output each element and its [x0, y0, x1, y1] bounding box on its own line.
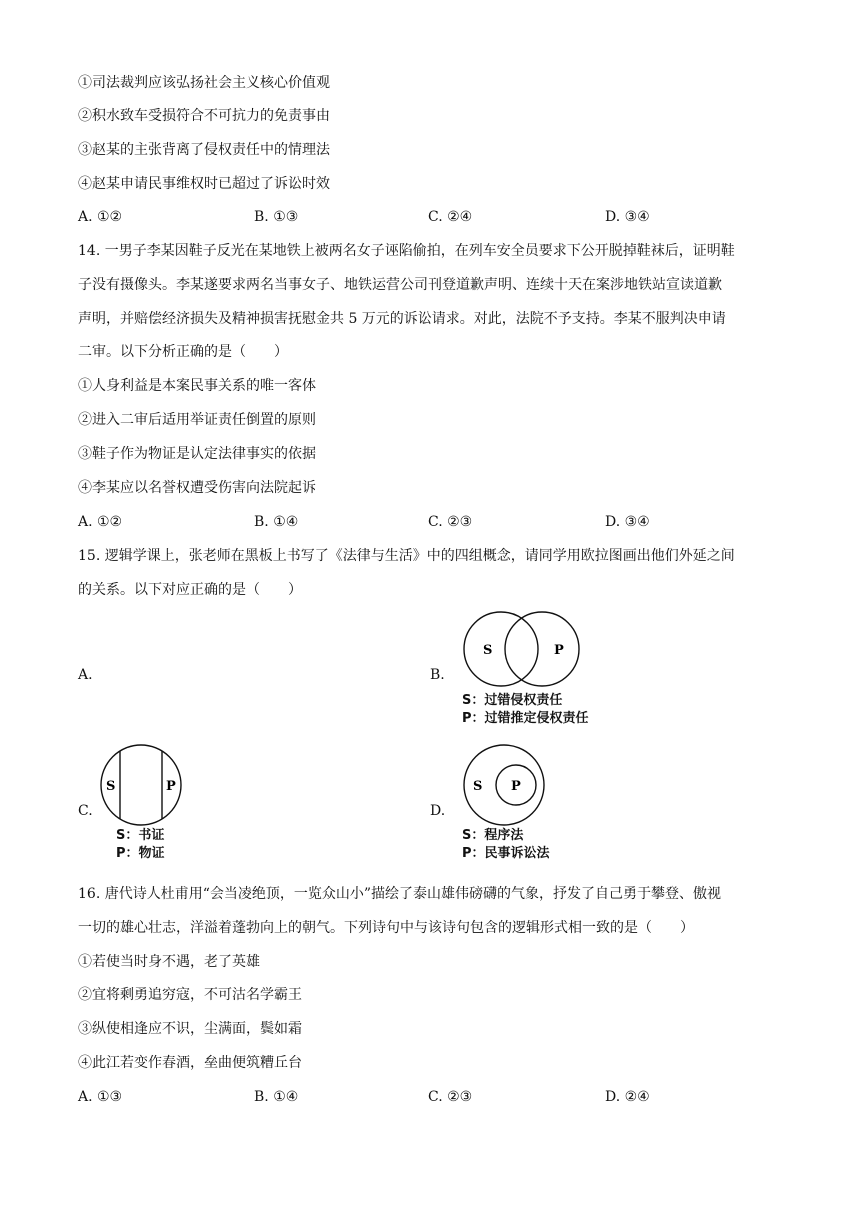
- q15-option-d-label[interactable]: D.: [430, 803, 446, 819]
- label-s: S: [483, 643, 493, 658]
- q16-options: [78, 1088, 778, 1106]
- q16-statement-3: ③纵使相逢应不识，尘满面，鬓如霜: [78, 1021, 302, 1037]
- q15-b-legend-p: P：过错推定侵权责任: [462, 711, 589, 726]
- q15-c-legend-s: S：书证: [116, 828, 165, 843]
- q16-option-d[interactable]: D. ②④: [605, 1089, 650, 1105]
- q14-stem-line-4: 二审。以下分析正确的是（ ）: [78, 344, 288, 360]
- q14-stem-line-3: 声明，并赔偿经济损失及精神损害抚慰金共 5 万元的诉讼请求。对此，法院不予支持。李某不服判决申请: [78, 311, 726, 327]
- euler-diagram-c: [98, 745, 188, 825]
- q16-stem-line-2: 一切的雄心壮志，洋溢着蓬勃向上的朝气。下列诗句中与该诗句包含的逻辑形式相一致的是（ ）: [78, 920, 694, 936]
- q13-option-c[interactable]: C. ②④: [428, 209, 473, 225]
- label-s: S: [473, 779, 483, 794]
- euler-diagram-b: [462, 610, 582, 690]
- q16-option-c[interactable]: C. ②③: [428, 1089, 473, 1105]
- label-p: P: [554, 643, 564, 658]
- label-p: P: [166, 779, 176, 794]
- label-s: S: [106, 779, 116, 794]
- q15-d-legend-s: S：程序法: [462, 828, 524, 843]
- q16-option-a[interactable]: A. ①③: [78, 1089, 123, 1105]
- q14-option-a[interactable]: A. ①②: [78, 514, 123, 530]
- q13-options: [78, 208, 778, 226]
- euler-diagram-d: [462, 745, 552, 825]
- circle-s: [464, 612, 538, 686]
- q15-d-legend-p: P：民事诉讼法: [462, 846, 550, 861]
- q14-option-d[interactable]: D. ③④: [605, 514, 650, 530]
- q14-options: [78, 513, 778, 531]
- q13-statement-2: ②积水致车受损符合不可抗力的免责事由: [78, 108, 330, 124]
- q15-option-a-label[interactable]: A.: [78, 667, 93, 683]
- q16-statement-2: ②宜将剩勇追穷寇，不可沽名学霸王: [78, 987, 302, 1003]
- q13-option-a[interactable]: A. ①②: [78, 209, 123, 225]
- q14-statement-1: ①人身利益是本案民事关系的唯一客体: [78, 378, 316, 394]
- q15-option-c-label[interactable]: C.: [78, 803, 93, 819]
- q15-c-legend-p: P：物证: [116, 846, 165, 861]
- q13-statement-3: ③赵某的主张背离了侵权责任中的情理法: [78, 142, 330, 158]
- q13-statement-4: ④赵某申请民事维权时已超过了诉讼时效: [78, 176, 330, 192]
- q15-stem-line-2: 的关系。以下对应正确的是（ ）: [78, 582, 302, 598]
- q16-option-b[interactable]: B. ①④: [254, 1089, 299, 1105]
- q15-option-b-label[interactable]: B.: [430, 667, 445, 683]
- q14-statement-2: ②进入二审后适用举证责任倒置的原则: [78, 412, 316, 428]
- label-p: P: [511, 779, 521, 794]
- q15-b-legend-s: S：过错侵权责任: [462, 693, 563, 708]
- q16-statement-1: ①若使当时身不遇，老了英雄: [78, 954, 260, 970]
- q14-statement-3: ③鞋子作为物证是认定法律事实的依据: [78, 446, 316, 462]
- q14-stem-line-2: 子没有摄像头。李某遂要求两名当事女子、地铁运营公司刊登道歉声明、连续十天在案涉地铁站宣读道歉: [78, 277, 722, 293]
- q16-statement-4: ④此江若变作春酒，垒曲便筑糟丘台: [78, 1055, 302, 1071]
- q14-stem-line-1: 14. 一男子李某因鞋子反光在某地铁上被两名女子诬陷偷拍，在列车安全员要求下公开脱掉鞋袜后，证明鞋: [78, 243, 735, 259]
- q14-option-c[interactable]: C. ②③: [428, 514, 473, 530]
- q14-option-b[interactable]: B. ①④: [254, 514, 299, 530]
- q16-stem-line-1: 16. 唐代诗人杜甫用“会当凌绝顶，一览众山小”描绘了泰山雄伟磅礴的气象，抒发了自己勇于攀登、傲视: [78, 886, 722, 902]
- q13-option-b[interactable]: B. ①③: [254, 209, 299, 225]
- circle-p: [505, 612, 579, 686]
- q13-statement-1: ①司法裁判应该弘扬社会主义核心价值观: [78, 75, 330, 91]
- q13-option-d[interactable]: D. ③④: [605, 209, 650, 225]
- q14-statement-4: ④李某应以名誉权遭受伤害向法院起诉: [78, 480, 316, 496]
- q15-stem-line-1: 15. 逻辑学课上，张老师在黑板上书写了《法律与生活》中的四组概念，请同学用欧拉图画出他们外延之间: [78, 548, 735, 564]
